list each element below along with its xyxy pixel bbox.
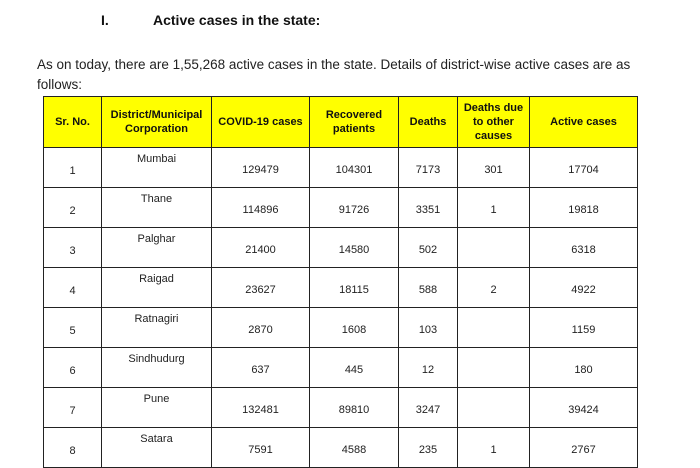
cell-district: Mumbai xyxy=(102,148,212,188)
cell-recovered: 445 xyxy=(310,348,399,388)
cell-deaths: 103 xyxy=(399,308,458,348)
cell-covid-cases: 129479 xyxy=(212,148,310,188)
cell-covid-cases: 132481 xyxy=(212,388,310,428)
cell-recovered: 14580 xyxy=(310,228,399,268)
intro-paragraph: As on today, there are 1,55,268 active cases in the state. Details of district-wise active cases are as follows: xyxy=(37,57,631,92)
cell-deaths: 12 xyxy=(399,348,458,388)
cell-deaths-other: 1 xyxy=(458,428,530,468)
cell-sr-no: 8 xyxy=(44,428,102,468)
cell-deaths: 3247 xyxy=(399,388,458,428)
cell-sr-no: 6 xyxy=(44,348,102,388)
cell-active-cases: 2767 xyxy=(530,428,638,468)
table-row xyxy=(44,268,638,308)
column-header-district: District/Municipal Corporation xyxy=(102,97,212,148)
section-number: I. xyxy=(101,12,109,28)
section-title: Active cases in the state: xyxy=(153,12,321,28)
cell-deaths: 502 xyxy=(399,228,458,268)
column-header-deaths-other: Deaths due to other causes xyxy=(458,97,530,148)
cell-covid-cases: 7591 xyxy=(212,428,310,468)
table-row xyxy=(44,148,638,188)
cell-district: Satara xyxy=(102,428,212,468)
cell-district: Pune xyxy=(102,388,212,428)
table-row xyxy=(44,428,638,468)
column-header-recovered: Recovered patients xyxy=(310,97,399,148)
cell-sr-no: 5 xyxy=(44,308,102,348)
cell-district: Raigad xyxy=(102,268,212,308)
cell-covid-cases: 21400 xyxy=(212,228,310,268)
cell-recovered: 104301 xyxy=(310,148,399,188)
cell-sr-no: 3 xyxy=(44,228,102,268)
cell-active-cases: 1159 xyxy=(530,308,638,348)
cell-sr-no: 7 xyxy=(44,388,102,428)
cell-recovered: 4588 xyxy=(310,428,399,468)
cell-recovered: 89810 xyxy=(310,388,399,428)
column-header-covid-cases: COVID-19 cases xyxy=(212,97,310,148)
cell-deaths-other xyxy=(458,388,530,428)
cell-district: Sindhudurg xyxy=(102,348,212,388)
active-cases-table xyxy=(43,96,638,468)
cell-deaths: 3351 xyxy=(399,188,458,228)
table-row xyxy=(44,188,638,228)
cell-district: Palghar xyxy=(102,228,212,268)
cell-deaths-other: 2 xyxy=(458,268,530,308)
cell-recovered: 91726 xyxy=(310,188,399,228)
cell-covid-cases: 114896 xyxy=(212,188,310,228)
cell-sr-no: 2 xyxy=(44,188,102,228)
cell-active-cases: 180 xyxy=(530,348,638,388)
cell-recovered: 1608 xyxy=(310,308,399,348)
table-row xyxy=(44,308,638,348)
cell-active-cases: 39424 xyxy=(530,388,638,428)
cell-covid-cases: 23627 xyxy=(212,268,310,308)
column-header-active-cases: Active cases xyxy=(530,97,638,148)
cell-active-cases: 19818 xyxy=(530,188,638,228)
cell-covid-cases: 637 xyxy=(212,348,310,388)
cell-recovered: 18115 xyxy=(310,268,399,308)
cell-district: Ratnagiri xyxy=(102,308,212,348)
cell-deaths-other xyxy=(458,308,530,348)
cell-deaths: 235 xyxy=(399,428,458,468)
cell-deaths-other xyxy=(458,348,530,388)
cell-covid-cases: 2870 xyxy=(212,308,310,348)
cell-sr-no: 1 xyxy=(44,148,102,188)
cell-sr-no: 4 xyxy=(44,268,102,308)
table-row xyxy=(44,348,638,388)
cell-active-cases: 6318 xyxy=(530,228,638,268)
cell-deaths: 588 xyxy=(399,268,458,308)
cell-active-cases: 17704 xyxy=(530,148,638,188)
column-header-sr-no: Sr. No. xyxy=(44,97,102,148)
table-header-row xyxy=(44,97,638,148)
table-row xyxy=(44,388,638,428)
cell-district: Thane xyxy=(102,188,212,228)
cell-deaths-other xyxy=(458,228,530,268)
cell-deaths: 7173 xyxy=(399,148,458,188)
table-row xyxy=(44,228,638,268)
cell-deaths-other: 301 xyxy=(458,148,530,188)
column-header-deaths: Deaths xyxy=(399,97,458,148)
cell-deaths-other: 1 xyxy=(458,188,530,228)
cell-active-cases: 4922 xyxy=(530,268,638,308)
